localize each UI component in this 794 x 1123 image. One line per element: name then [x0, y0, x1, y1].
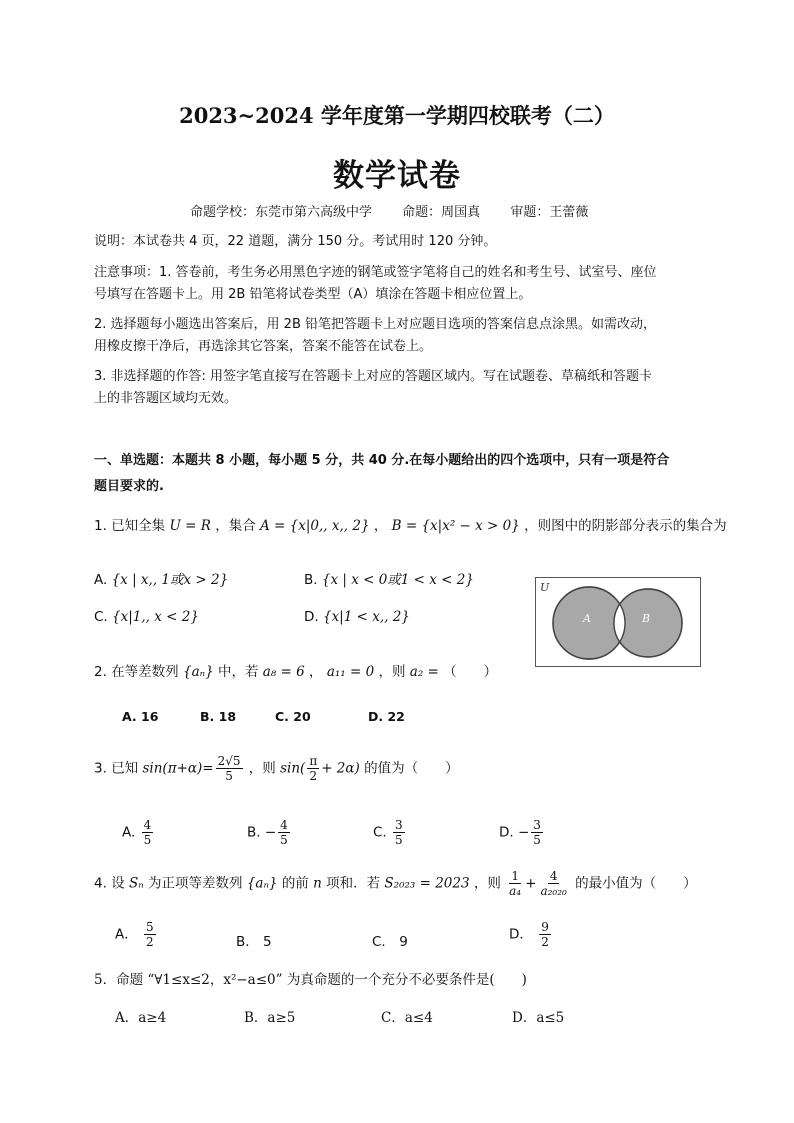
q3-option-b: [247, 818, 292, 847]
q4-n: n: [313, 875, 322, 892]
q1-option-a: [94, 568, 228, 588]
q3-option-c-den: 5: [395, 833, 403, 847]
q3-expr-post: + 2α): [321, 760, 360, 777]
q3-option-d-label: D.: [499, 824, 514, 841]
q4-fraction-2-den: a₂₀₂₀: [540, 884, 567, 898]
q3-rhs-fraction: [216, 754, 243, 783]
credit-reviewer: 审题：王蕾薇: [510, 205, 589, 220]
q2-condition-2: a₁₁ = 0: [326, 664, 375, 680]
q4-sum: Sₙ: [128, 875, 144, 892]
q3-option-b-fraction: [278, 818, 290, 847]
q1-option-d-text: {x|1 < x,, 2}: [322, 609, 410, 625]
q4-option-d-den: 2: [541, 935, 549, 949]
q3-option-b-den: 5: [280, 833, 288, 847]
q5-option-d: D．a≤5: [512, 1010, 565, 1026]
q4-fraction-1-den: a₄: [509, 884, 522, 898]
q1-text: ，则图中的阴影部分表示的集合为: [524, 518, 727, 534]
q5-option-b: B．a≥5: [244, 1010, 296, 1026]
q1-set-a: A = {x|0,, x,, 2}: [260, 518, 370, 534]
q3-option-d-den: 5: [533, 833, 541, 847]
q2-text: 在等差数列: [111, 664, 179, 680]
question-5: 5．命题 “∀1≤x≤2，x²−a≤0” 为真命题的一个充分不必要条件是( ): [94, 972, 527, 988]
note-3-line-2: 上的非答题区域均无效。: [94, 391, 238, 406]
q3-option-b-sign: −: [264, 824, 277, 841]
q4-number: 4.: [94, 875, 107, 892]
note-1-line-2: 号填写在答题卡上。用 2B 铅笔将试卷类型（A）填涂在答题卡相应位置上。: [94, 287, 532, 302]
note-2-line-2: 用橡皮擦干净后，再选涂其它答案，答案不能答在试卷上。: [94, 339, 433, 354]
q4-option-c: C． 9: [372, 934, 408, 950]
question-1: [94, 514, 727, 534]
venn-label-b: B: [642, 612, 651, 625]
note-3: [94, 366, 652, 410]
q1-set-b: B = {x|x² − x > 0}: [391, 518, 520, 534]
q4-text: 设: [111, 875, 125, 892]
q1-option-d-label: D.: [304, 609, 319, 625]
q3-option-b-num: 4: [280, 818, 288, 832]
q2-option-a: A. 16: [122, 709, 159, 724]
q2-number: 2.: [94, 664, 107, 680]
q4-option-d-label: D．: [509, 926, 533, 943]
venn-diagram: [535, 577, 701, 667]
note-1: [94, 262, 657, 306]
q3-option-c-label: C.: [373, 824, 387, 841]
q4-text: 项和．若: [326, 875, 381, 892]
q2-text: ，则: [378, 664, 406, 680]
q1-text: 已知全集: [111, 518, 166, 534]
q3-option-d: [499, 818, 545, 847]
q3-option-d-num: 3: [533, 818, 541, 832]
q4-option-d: [509, 920, 553, 949]
q1-option-c-label: C.: [94, 609, 108, 625]
q3-text: 的值为（ ）: [364, 760, 459, 777]
q2-option-d: D. 22: [368, 709, 405, 724]
q3-option-b-label: B.: [247, 824, 261, 841]
q3-text: 已知: [111, 760, 139, 777]
q3-option-d-sign: −: [517, 824, 530, 841]
q4-sequence: {aₙ}: [246, 875, 278, 892]
q4-condition: S₂₀₂₃ = 2023: [384, 875, 470, 892]
q2-text: （ ）: [443, 664, 498, 680]
q1-option-a-label: A.: [94, 572, 108, 588]
q3-option-d-fraction: [531, 818, 543, 847]
q2-text: 中，若: [217, 664, 259, 680]
q2-sequence: {aₙ}: [182, 664, 214, 680]
q1-option-a-text: {x | x,, 1或x > 2}: [111, 572, 229, 588]
q4-option-d-num: 9: [541, 920, 549, 934]
q3-option-a-label: A.: [122, 824, 136, 841]
q1-option-c: [94, 609, 199, 625]
venn-label-u: U: [540, 581, 550, 594]
q2-option-c: C. 20: [275, 709, 311, 724]
q3-lhs: sin(π+α)=: [142, 760, 214, 777]
q3-option-a-den: 5: [143, 833, 152, 847]
q1-option-b-text: {x | x < 0或1 < x < 2}: [321, 572, 474, 588]
q4-option-a-label: A．: [115, 926, 138, 943]
q4-option-a-fraction: [144, 920, 156, 949]
q3-expr-pre: sin(: [280, 760, 306, 777]
q3-text: ，则: [248, 760, 276, 777]
exam-credits: [190, 201, 614, 220]
q4-text: 的前: [281, 875, 309, 892]
q4-option-d-fraction: [539, 920, 551, 949]
q3-option-c-fraction: [393, 818, 405, 847]
q4-option-a-num: 5: [146, 920, 154, 934]
q5-option-a: A．a≥4: [115, 1010, 167, 1026]
exam-subtitle: 数学试卷: [333, 158, 461, 194]
q3-pi-den: 2: [309, 769, 318, 783]
q3-option-a-fraction: [142, 818, 154, 847]
q1-option-c-text: {x|1,, x < 2}: [112, 609, 199, 625]
q1-option-b-label: B.: [304, 572, 318, 588]
q3-pi-num: π: [309, 754, 318, 768]
q4-text: 的最小值为（ ）: [575, 875, 697, 892]
q4-fraction-2-num: 4: [549, 869, 558, 883]
exam-intro: 说明：本试卷共 4 页，22 道题，满分 150 分。考试用时 120 分钟。: [94, 234, 497, 249]
q2-text: ，: [309, 664, 323, 680]
venn-label-a: A: [583, 612, 591, 625]
note-1-line-1: 注意事项：1. 答卷前，考生务必用黑色字迹的钢笔或签字笔将自己的姓名和考生号、试室号、座位: [94, 265, 657, 280]
q2-option-b: B. 18: [200, 709, 237, 724]
q5-option-c: C．a≤4: [381, 1010, 433, 1026]
q3-pi-fraction: [307, 754, 319, 783]
exam-title: 2023~2024 学年度第一学期四校联考（二）: [179, 103, 615, 128]
section-heading: [94, 448, 669, 500]
q1-option-b: [304, 568, 474, 588]
q1-text: ，: [373, 518, 388, 534]
q1-text: ，集合: [215, 518, 256, 534]
question-3: [94, 754, 459, 783]
q3-rhs-num: 2√5: [217, 754, 241, 768]
q3-option-c-num: 3: [395, 818, 403, 832]
q4-fraction-2: [538, 869, 568, 898]
question-2: [94, 660, 497, 680]
q4-option-b: B． 5: [236, 934, 272, 950]
section-heading-line-2: 题目要求的.: [94, 479, 164, 494]
q3-rhs-den: 5: [225, 769, 233, 783]
note-2: [94, 314, 656, 358]
q1-universal-set: U = R: [169, 518, 211, 534]
q2-ask: a₂ =: [409, 664, 439, 680]
q3-option-c: [373, 818, 407, 847]
q4-plus: +: [525, 875, 537, 892]
q4-fraction-1-num: 1: [511, 869, 519, 883]
credit-school: 命题学校：东莞市第六高级中学: [190, 205, 373, 220]
q2-condition-1: a₈ = 6: [262, 664, 305, 680]
q3-option-a: [122, 818, 155, 847]
question-4: [94, 869, 697, 898]
note-3-line-1: 3. 非选择题的作答: 用签字笔直接写在答题卡上对应的答题区域内。写在试题卷、草稿纸和答题卡: [94, 369, 653, 384]
note-2-line-1: 2. 选择题每小题选出答案后，用 2B 铅笔把答题卡上对应题目选项的答案信息点涂黑。如需改动，: [94, 317, 656, 332]
section-heading-line-1: 一、单选题：本题共 8 小题，每小题 5 分，共 40 分.在每小题给出的四个选项中，只有一项是符合: [94, 453, 670, 468]
q4-text: ，则: [473, 875, 501, 892]
q1-option-d: [304, 609, 410, 625]
q1-number: 1.: [94, 518, 107, 534]
q3-number: 3.: [94, 760, 107, 777]
q4-fraction-1: [507, 869, 523, 898]
q4-text: 为正项等差数列: [148, 875, 243, 892]
credit-author: 命题：周国真: [402, 205, 481, 220]
q4-option-a: [115, 920, 158, 949]
q4-option-a-den: 2: [146, 935, 154, 949]
q3-option-a-num: 4: [143, 818, 152, 832]
